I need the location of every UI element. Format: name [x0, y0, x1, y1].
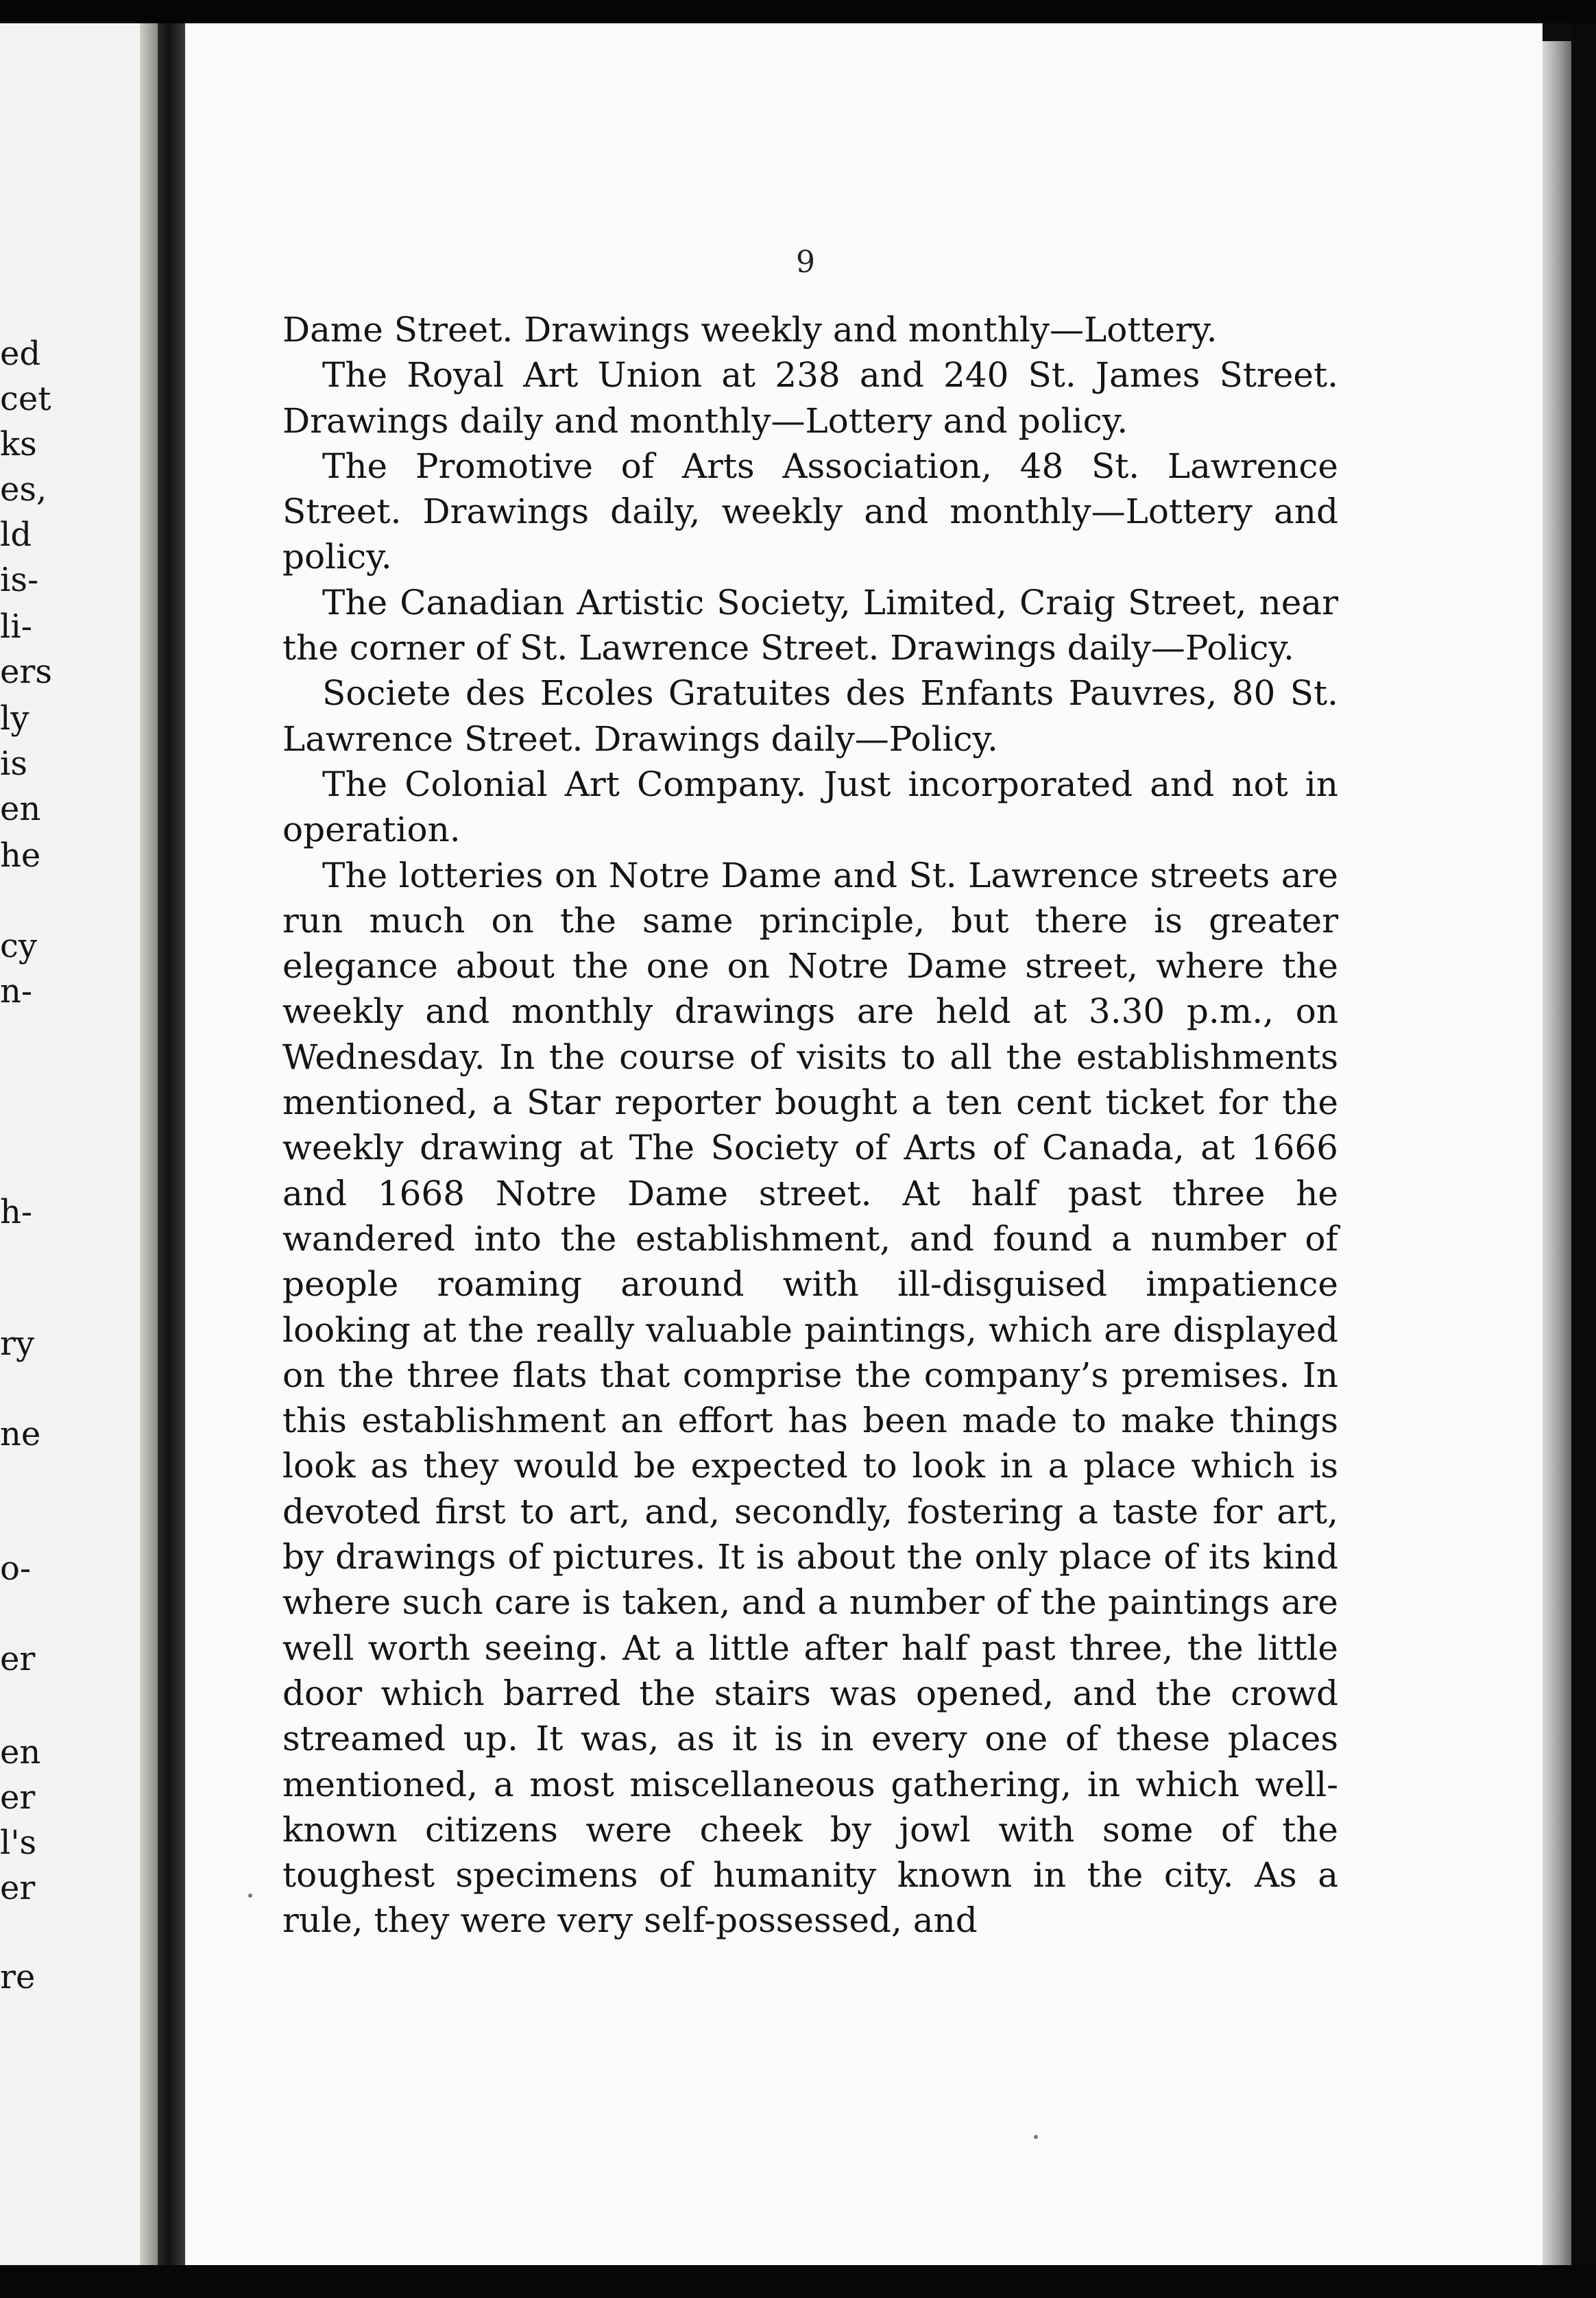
previous-page-text-fragment: cet	[0, 380, 51, 418]
scan-right-border	[1571, 23, 1596, 2298]
previous-page-fragment	[0, 23, 158, 2265]
previous-page-text-fragment: h-	[0, 1193, 33, 1231]
page-body-text	[282, 307, 1338, 1944]
page-number: 9	[796, 245, 815, 280]
paragraph-canadian-artistic-society: The Canadian Artistic Society, Limited, Craig Street, near the corner of St. Lawrence Street. Drawings daily—Policy.	[282, 582, 1338, 668]
previous-page-text-fragment: l's	[0, 1824, 37, 1862]
paragraph-promotive-of-arts: The Promotive of Arts Association, 48 St. Lawrence Street. Drawings daily, weekly and monthly—Lottery and policy.	[282, 446, 1338, 577]
previous-page-text-fragment: er	[0, 1640, 36, 1678]
previous-page-text-fragment: is-	[0, 561, 39, 599]
paragraph-continuation: Dame Street. Drawings weekly and monthly—Lottery.	[282, 310, 1218, 350]
paragraph-societe-des-ecoles: Societe des Ecoles Gratuites des Enfants Pauvres, 80 St. Lawrence Street. Drawings daily—Policy.	[282, 673, 1338, 759]
book-spine	[158, 23, 185, 2298]
previous-page-text-fragment: ly	[0, 699, 29, 738]
previous-page-text-fragment: re	[0, 1958, 36, 1996]
previous-page-text-fragment: ks	[0, 425, 37, 463]
previous-page-text-fragment: en	[0, 790, 41, 828]
scan-top-border	[0, 0, 1596, 23]
previous-page-gutter	[140, 23, 158, 2265]
previous-page-text-fragment: er	[0, 1778, 36, 1817]
paper-speck	[1034, 2135, 1038, 2139]
paragraph-royal-art-union: The Royal Art Union at 238 and 240 St. James Street. Drawings daily and monthly—Lottery and policy.	[282, 355, 1338, 441]
previous-page-text-fragment: o-	[0, 1549, 32, 1588]
previous-page-text-fragment: en	[0, 1733, 41, 1771]
page-stack-edge	[1543, 41, 1571, 2265]
previous-page-text-fragment: ry	[0, 1325, 35, 1363]
paragraph-colonial-art-company: The Colonial Art Company. Just incorporated and not in operation.	[282, 764, 1338, 850]
previous-page-text-fragment: ed	[0, 335, 41, 373]
previous-page-text-fragment: n-	[0, 972, 33, 1011]
previous-page-text-fragment: er	[0, 1869, 36, 1907]
previous-page-text-fragment: ne	[0, 1415, 41, 1453]
previous-page-text-fragment: is	[0, 745, 27, 783]
paper-speck	[248, 1894, 252, 1898]
previous-page-text-fragment: es,	[0, 470, 47, 509]
previous-page-text-fragment: he	[0, 836, 41, 875]
previous-page-text-fragment: cy	[0, 927, 37, 965]
previous-page-text-fragment: ers	[0, 653, 52, 691]
scan-bottom-border	[0, 2265, 1596, 2298]
previous-page-text-fragment: li-	[0, 607, 32, 646]
previous-page-text-fragment: ld	[0, 516, 32, 554]
paragraph-lotteries-description: The lotteries on Notre Dame and St. Lawrence streets are run much on the same principle, but there is greater elegance about the one on Notre Dame street, where the weekly and monthly drawings are held at 3.30 p.m., on Wednesday. In the course of visits to all the establishments mentioned, a Star reporter bought a ten cent ticket for the weekly drawing at The Society of Arts of Canada, at 1666 and 1668 Notre Dame street. At half past three he wandered into the establishment, and found a number of people roaming around with ill-disguised impatience looking at the really valuable paintings, which are displayed on the three flats that comprise the company’s premises. In this establishment an effort has been made to make things look as they would be expected to look in a place which is devoted first to art, and, secondly, fostering a taste for art, by drawings of pictures. It is about the only place of its kind where such care is taken, and a number of the paintings are well worth seeing. At a little after half past three, the little door which barred the stairs was opened, and the crowd streamed up. It was, as it is in every one of these places mentioned, a most miscellaneous gathering, in which well-known citizens were cheek by jowl with some of the toughest specimens of humanity known in the city. As a rule, they were very self-possessed, and	[282, 855, 1338, 1941]
